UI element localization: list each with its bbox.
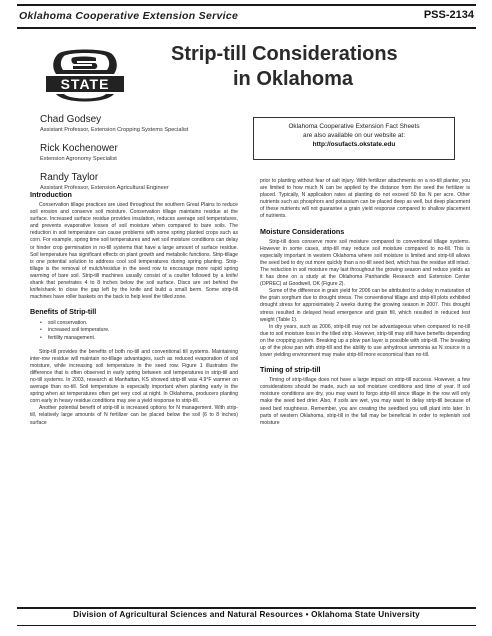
paragraph: prior to planting without fear of salt injury. With fertilizer attachments on a no-till planter, you are limited to how much N can be applied by the distance from the seed the fertilizer is placed. Typically, N application rates at planting do not exceed 50 lbs N per acre. Other nutrients such as phosphors and potassium can be placed deep as well, but deep placement of these nutrients will not guarantee a grain yield response compared to shallow placement of nutrients. [260,178,470,220]
fact-sheet-box [253,117,455,160]
author-item [40,114,260,134]
fact-box-url-link[interactable]: http://osufacts.okstate.edu [312,141,396,148]
header-bar [17,8,476,25]
osu-logo [44,48,126,106]
header-bottom-rule [17,27,476,29]
header-top-rule [17,4,476,6]
title-line-2: in Oklahoma [233,68,354,90]
paragraph: In dry years, such as 2006, strip-till may not be advantageous when compared to no-till due to soil moisture loss in the tilled strip. However, strip-till may still have benefits depending on the cropping system. Breaking up a plow pan layer is possible with strip-till. The breaking up of the plow pan with strip-till and the ability to use anhydrous ammonia as N source in a lower yielding environment may make strip-till more economical than no-till. [260,323,470,359]
author-title: Extension Agronomy Specialist [40,156,117,162]
paragraph: Some of the difference in grain yield for 2006 can be attributed to a delay in maturation of the grain sorghum due to drought stress. The conventional tillage and strip-till plots exhibited drought stress for approximately 2 weeks during the growing season in 2007. This drought stress resulted in delayed head emergence and grain fill, which resulted in reduced test weight (Table 1). [260,288,470,323]
benefits-list-item: • soil conservation. [40,320,238,327]
page-title [171,42,461,92]
author-list [40,114,260,201]
footer-bottom-rule [17,625,476,626]
benefits-list-item: • increased soil temperature. [40,327,238,334]
section-heading-benefits: Benefits of Strip-till [30,307,97,317]
section-heading-timing: Timing of strip-till [260,365,321,375]
series-name: Oklahoma Cooperative Extension Service [19,10,239,22]
author-item [40,172,260,192]
title-line-1: Strip-till Considerations [171,43,398,65]
author-item [40,143,260,163]
paragraph: Another potential benefit of strip-till is increased options for N management. With strip-till, relatively large amounts of N fertilizer can be placed below the soil (6 to 8 inches) surface [30,405,238,426]
benefits-list-item: • fertility management. [40,335,238,342]
left-column [30,190,238,427]
author-title: Assistant Professor, Extension Cropping Systems Specialist [40,127,189,133]
section-heading-moisture: Moisture Considerations [260,226,345,236]
author-name: Randy Taylor [40,172,99,183]
footer-top-rule [17,607,476,609]
footer-text: Division of Agricultural Sciences and Natural Resources • Oklahoma State University [73,610,420,619]
author-name: Rick Kochenower [40,143,118,154]
fact-box-line-1: Oklahoma Cooperative Extension Fact Sheets [288,123,420,130]
logo-word: STATE [60,76,110,92]
right-column [260,178,470,427]
benefits-list [40,320,238,341]
fact-box-line-2: are also available on our website at: [303,132,405,139]
publication-code: PSS-2134 [423,9,474,21]
paragraph: Strip-till provides the benefits of both no-till and conventional till systems. Maintaining inter-row residue will maintain no-tillage advantages, such as reduced evaporation of soil moisture, while increasing soil temperature in the seed row. Figure 1 illustrates the difference that is often observed in early spring between soil temperatures in strip-till and no-till systems. In 2003, research at Manhattan, KS showed strip-till was 4.9°F warmer on average than no-till. Soil temperature is especially important when planting early in the spring when air temperatures often get very cool at night. In Oklahoma, producers planting corn early in heavy residue conditions may see a yield response to strip-till. [30,348,238,405]
paragraph: Strip-till does conserve more soil moisture compared to conventional tillage systems. However in some cases, strip-till may reduce soil moisture compared to no-till. This is especially important in western Oklahoma where soil moisture is limited and strip-till allows the seed bed to dry out more quickly than a no-till seed bed, which has the residue still intact. The reduction in soil moisture may last throughout the growing season and reduce yields as it has done on a study at the Oklahoma Panhandle Research and Extension Center (OPREC) at Goodwell, OK (Figure 2). [260,238,470,288]
section-heading-introduction: Introduction [30,190,72,199]
author-name: Chad Godsey [40,114,102,125]
author-title: Assistant Professor, Extension Agricultural Engineer [40,185,169,191]
paragraph: Conservation tillage practices are used throughout the southern Great Plains to reduce soil erosion and conserve soil moisture. Conservation tillage maintains residue at the surface. Increased surface residue provides insulation, reduces average soil temperatures, and prevents evaporative losses of soil moisture when compared to bare soils. The reduction in soil temperature can cause problems with some spring planted crops such as corn. For example, spring time soil temperatures and wet soil moisture conditions can delay or hinder crop germination in no-till systems that have a large amount of surface residue. Soil temperature has significant effects on plant growth and metabolic functions. Strip-tillage is one potential solution to address cool soil temperatures during spring planting. Strip-tillage is the removal of mulch/residue in the seed row to encourage more rapid spring warming of bare soil. Strip-till machines usually consist of a coulter followed by a knife/ shank that penetrates 4 to 8 inches below the soil surface. Discs are set behind the knife/shank to close the gap left by the knife and build a small berm. Some strip-till machines have roller baskets on the back to help level the tilled zone. [30,202,238,301]
paragraph: Timing of strip-tillage does not have a large impact on strip-till success. However, a few considerations should be made, such as soil moisture conditions and time of year. If soil moisture conditions are dry, you may want to forgo strip-till since tillage in the row will only make the seed bed drier. Also, if soils are wet, you may want to delay strip-till because of seed bed roughness. Remember, you are creating the seedbed you will plant into later. In parts of western Oklahoma, strip-till in the fall may be beneficial in order to replenish soil moisture [260,377,470,426]
